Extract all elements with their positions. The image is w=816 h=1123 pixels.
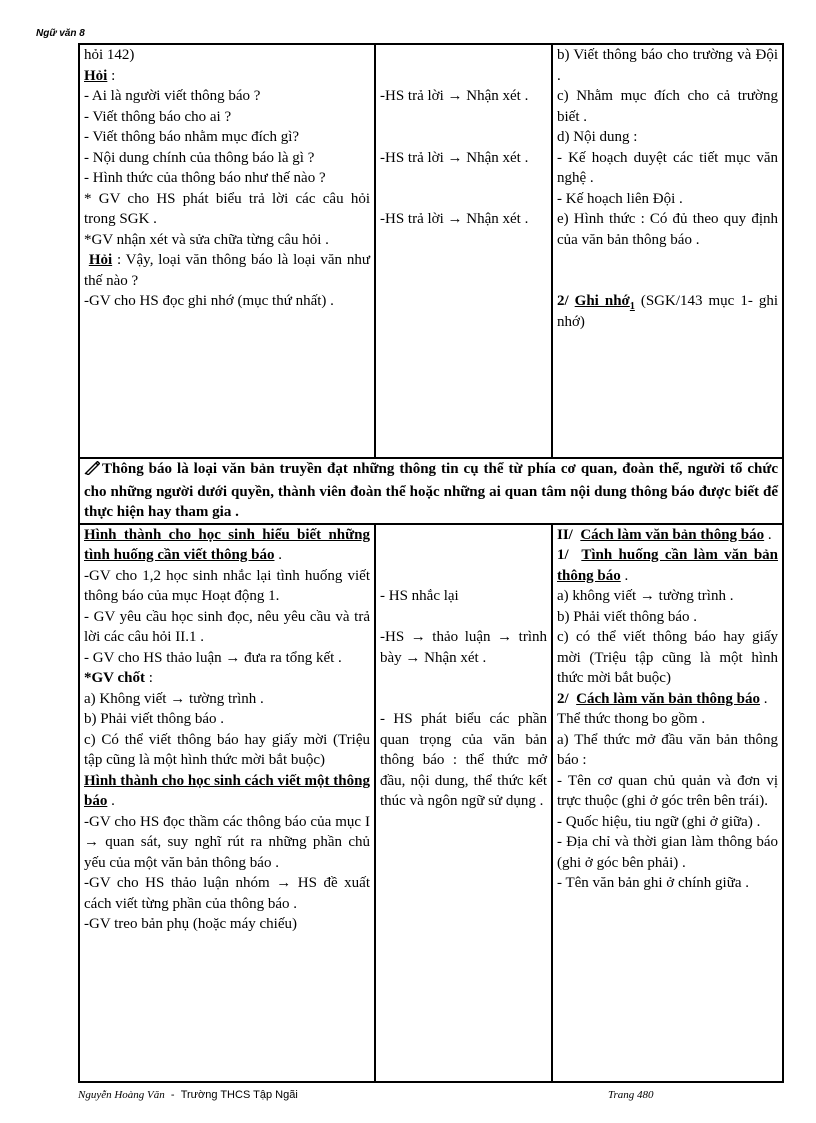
subsection-title-line: 2/ Cách làm văn bản thông báo .: [557, 690, 768, 707]
text-line: -GV treo bản phụ (hoặc máy chiếu): [84, 916, 297, 932]
text-line: c) Nhằm mục đích cho cả trường biết .: [557, 88, 778, 125]
subsection-title: Tình huống cần làm văn bản thông báo: [557, 547, 779, 584]
text-line: d) Nội dung :: [557, 129, 638, 145]
text-line: - Địa chỉ và thời gian làm thông báo (ghi ở góc bên phải) .: [557, 834, 778, 871]
subsection-number: 2/: [557, 690, 569, 707]
text-span: : Vậy, loại văn thông báo là loại văn như thế nào ?: [84, 252, 370, 289]
student-reply: -HS trả lời → Nhận xét .: [380, 149, 529, 166]
text-line: -GV cho HS thảo luận nhóm → HS đề xuất cách viết từng phần của thông báo .: [84, 875, 370, 912]
footer-page-number: Trang 480: [608, 1089, 654, 1101]
teacher-activity-cell: Hình thành cho học sinh hiểu biết những tình huống cần viết thông báo . -GV cho 1,2 học sinh nhắc lại tình huống viết thông báo của mục Hoạt động 1. - GV yêu cầu học sinh đọc, nêu yêu cầu và trả lời các câu hỏi II.1 . - GV cho HS thảo luận → đưa ra tổng kết . *GV chốt : a) Không viết → tường trình . b) Phải viết thông báo . c) Có thể viết thông báo hay giấy mời (Triệu tập cũng là một hình thức mời bắt buộc) Hình thành cho học sinh cách viết một thông báo . -GV cho HS đọc thầm các thông báo của mục I → quan sát, suy nghĩ rút ra những phần chủ yếu của một văn bản thông báo . -GV cho HS thảo luận nhóm → HS đề xuất cách viết từng phần của thông báo . -GV treo bản phụ (hoặc máy chiếu): [79, 524, 375, 1082]
text-line: - GV yêu cầu học sinh đọc, nêu yêu cầu và trả lời các câu hỏi II.1 .: [84, 608, 370, 645]
text-line: a) không viết → tường trình .: [557, 588, 734, 604]
chot-line: *GV chốt :: [84, 670, 153, 686]
ghi-nho-number: 2/: [557, 293, 575, 309]
student-reply: - HS nhắc lại: [380, 588, 459, 604]
ghi-nho-subscript: 1: [629, 301, 635, 312]
section-heading: Hình thành cho học sinh cách viết một thông báo: [84, 772, 370, 809]
ghi-nho-ref: (SGK/143 mục 1- ghi nhớ): [557, 293, 778, 330]
student-reply: -HS trả lời → Nhận xét .: [380, 88, 529, 104]
text-line: -GV cho HS đọc thầm các thông báo của mục I → quan sát, suy nghĩ rút ra những phần chủ yếu của một văn bản thông báo .: [84, 813, 370, 871]
subsection-number: 1/: [557, 547, 569, 563]
text-line: c) có thể viết thông báo hay giấy mời (Triệu tập cũng là một hình thức mời bắt buộc): [557, 629, 778, 686]
hoi-colon: :: [107, 67, 116, 84]
text-line: -GV cho HS đọc ghi nhớ (mục thứ nhất) .: [84, 293, 334, 309]
table-row: [79, 524, 783, 1082]
student-reply: -HS trả lời → Nhận xét .: [380, 211, 529, 227]
text-line: - Viết thông báo nhằm mục đích gì?: [84, 129, 300, 145]
text-line: - GV cho HS thảo luận → đưa ra tổng kết .: [84, 649, 342, 666]
text-line: *GV nhận xét và sửa chữa từng câu hỏi .: [84, 231, 329, 248]
pencil-hand-icon: [84, 461, 102, 482]
footer-school: Trường THCS Tập Ngãi: [180, 1089, 298, 1101]
text-line: hỏi 142): [84, 47, 135, 63]
text-line: - Ai là người viết thông báo ?: [84, 88, 261, 104]
section-title: Cách làm văn bản thông báo: [580, 526, 765, 543]
text-line: b) Phải viết thông báo .: [557, 608, 697, 625]
summary-text: Thông báo là loại văn bản truyền đạt những thông tin cụ thể từ phía cơ quan, đoàn thể, người tổ chức cho những người dưới quyền, thành viên đoàn thể hoặc những ai quan tâm nội dung thông báo được biết để thực hiện hay tham gia .: [84, 461, 778, 520]
text-line: - Tên cơ quan chủ quản và đơn vị trực thuộc (ghi ở góc trên bên trái).: [557, 772, 778, 809]
hoi-label: Hỏi: [88, 252, 113, 268]
text-line: - Viết thông báo cho ai ?: [84, 108, 232, 125]
section-title-line: II/ Cách làm văn bản thông báo .: [557, 526, 772, 543]
text-line: - Hình thức của thông báo như thế nào ?: [84, 170, 326, 186]
student-activity-cell: [375, 524, 552, 1082]
section-number: II/: [557, 526, 573, 543]
text-line: a) Không viết → tường trình .: [84, 690, 264, 707]
lesson-table: [78, 43, 784, 1083]
chot-label: *GV chốt: [84, 670, 145, 686]
content-cell: [552, 524, 783, 1082]
subsection-title: Cách làm văn bản thông báo: [576, 690, 760, 707]
text-line: - Kế hoạch duyệt các tiết mục văn nghệ .: [557, 149, 778, 186]
text-line: b) Phải viết thông báo .: [84, 711, 224, 727]
text-line: - Nội dung chính của thông báo là gì ?: [84, 149, 315, 166]
text-line: Thể thức thong bo gồm .: [557, 711, 706, 727]
summary-cell: [79, 458, 783, 524]
text-line: [84, 250, 370, 291]
text-line: - Tên văn bản ghi ở chính giữa .: [557, 875, 749, 891]
section-heading: Hình thành cho học sinh hiểu biết những tình huống cần viết thông báo: [84, 526, 370, 563]
text-line: b) Viết thông báo cho trường và Đội .: [557, 47, 778, 84]
page-header-subject: Ngữ văn 8: [36, 28, 85, 39]
hoi-label: Hỏi: [84, 67, 108, 84]
ghi-nho-line: [557, 291, 778, 332]
text-line: - Quốc hiệu, tiu ngữ (ghi ở giữa) .: [557, 813, 761, 830]
question-heading: [84, 66, 370, 87]
student-activity-cell: [375, 44, 552, 458]
footer-dash: -: [170, 1089, 175, 1101]
text-line: a) Thể thức mở đầu văn bản thông báo :: [557, 731, 778, 768]
subsection-title-line: 1/ Tình huống cần làm văn bản thông báo .: [557, 547, 779, 584]
teacher-activity-cell: [79, 44, 375, 458]
text-line: -GV cho 1,2 học sinh nhắc lại tình huống viết thông báo của mục Hoạt động 1.: [84, 567, 370, 604]
footer-author: Nguyễn Hoàng Văn: [78, 1089, 165, 1101]
text-line: - Kế hoạch liên Đội .: [557, 190, 683, 207]
table-row: [79, 44, 783, 458]
text-line: c) Có thể viết thông báo hay giấy mời (Triệu tập cũng là một hình thức mời bắt buộc): [84, 731, 370, 768]
text-line: e) Hình thức : Có đủ theo quy định của văn bản thông báo .: [557, 211, 778, 248]
footer-author-line: [78, 1089, 298, 1101]
student-reply: - HS phát biểu các phần quan trọng của văn bản thông báo : thể thức mở đầu, nội dung, thể thức kết thúc và ngôn ngữ sử dụng .: [380, 711, 547, 809]
text-line: * GV cho HS phát biểu trả lời các câu hỏi trong SGK .: [84, 190, 370, 227]
student-reply: -HS → thảo luận → trình bày → Nhận xét .: [380, 629, 547, 666]
ghi-nho-label: Ghi nhớ: [574, 293, 630, 309]
summary-row: [79, 458, 783, 524]
content-cell: [552, 44, 783, 458]
